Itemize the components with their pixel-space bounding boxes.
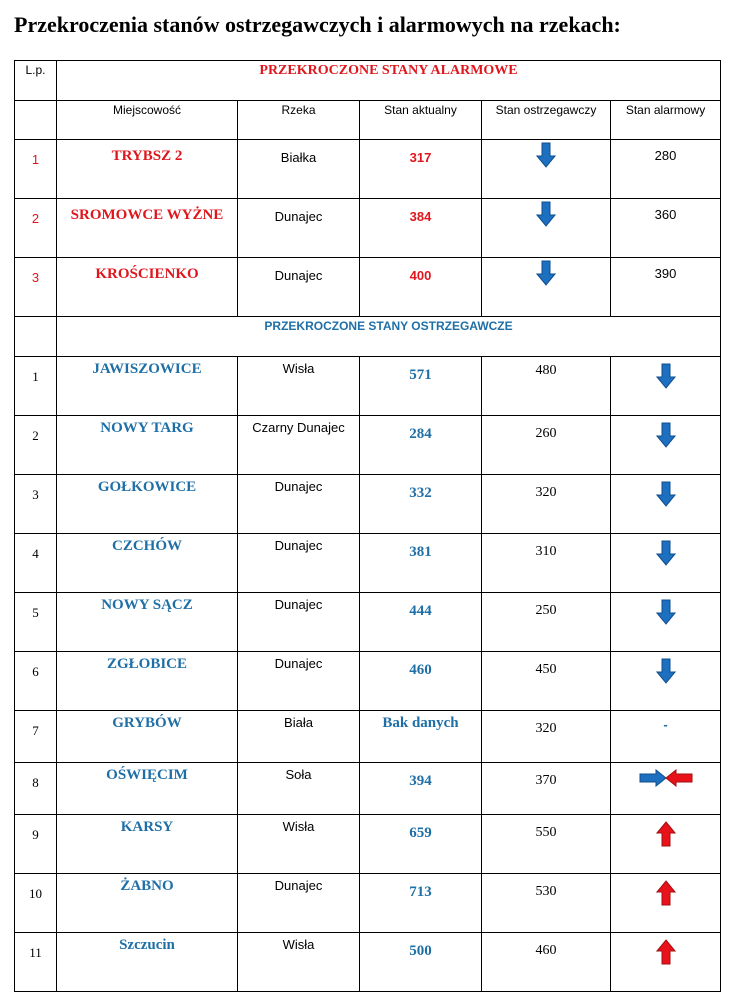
- row-river: Białka: [238, 140, 360, 199]
- row-trend: [611, 874, 721, 933]
- row-lp: 6: [15, 652, 57, 711]
- row-river: Czarny Dunajec: [238, 416, 360, 475]
- warning-row: [15, 763, 721, 815]
- row-lp: 2: [15, 416, 57, 475]
- row-trend: [611, 652, 721, 711]
- row-city: SROMOWCE WYŻNE: [57, 199, 238, 258]
- row-river: Dunajec: [238, 475, 360, 534]
- row-current: 394: [360, 763, 482, 815]
- warning-row: [15, 534, 721, 593]
- row-current: 284: [360, 416, 482, 475]
- row-trend: [611, 357, 721, 416]
- row-warning: 310: [482, 534, 611, 593]
- row-current: 381: [360, 534, 482, 593]
- arrow-down-icon: [656, 363, 676, 389]
- row-current: 713: [360, 874, 482, 933]
- row-city: JAWISZOWICE: [57, 357, 238, 416]
- warning-row: [15, 475, 721, 534]
- row-current: 400: [360, 258, 482, 317]
- row-river: Soła: [238, 763, 360, 815]
- row-warning: 460: [482, 933, 611, 992]
- warning-row: [15, 711, 721, 763]
- row-city: NOWY SĄCZ: [57, 593, 238, 652]
- row-warning: 450: [482, 652, 611, 711]
- alarm-row: [15, 258, 721, 317]
- arrow-down-icon: [536, 142, 556, 168]
- row-current: 444: [360, 593, 482, 652]
- arrow-up-icon: [656, 939, 676, 965]
- warning-section-lp-empty: [15, 317, 57, 357]
- warning-row: [15, 593, 721, 652]
- row-river: Wisła: [238, 815, 360, 874]
- row-city: TRYBSZ 2: [57, 140, 238, 199]
- row-alarm: 280: [611, 140, 721, 199]
- arrow-down-icon: [656, 481, 676, 507]
- row-city: CZCHÓW: [57, 534, 238, 593]
- arrow-up-icon: [656, 821, 676, 847]
- alarm-row: [15, 199, 721, 258]
- row-city: Szczucin: [57, 933, 238, 992]
- row-warning: 550: [482, 815, 611, 874]
- row-trend: -: [611, 711, 721, 763]
- row-warning: 480: [482, 357, 611, 416]
- river-levels-table: [14, 60, 721, 992]
- row-trend: [611, 534, 721, 593]
- row-trend: [611, 933, 721, 992]
- warning-section-title-row: [15, 317, 721, 357]
- row-lp: 4: [15, 534, 57, 593]
- row-warning: 370: [482, 763, 611, 815]
- row-trend: [611, 815, 721, 874]
- row-current: 571: [360, 357, 482, 416]
- row-city: GRYBÓW: [57, 711, 238, 763]
- warning-row: [15, 652, 721, 711]
- row-lp: 2: [15, 199, 57, 258]
- alarm-section-title-row: [15, 61, 721, 101]
- header-warning: Stan ostrzegawczy: [482, 101, 611, 140]
- lp-header-empty: [15, 101, 57, 140]
- row-trend: [482, 199, 611, 258]
- row-warning: 320: [482, 711, 611, 763]
- header-river: Rzeka: [238, 101, 360, 140]
- row-city: KARSY: [57, 815, 238, 874]
- row-city: NOWY TARG: [57, 416, 238, 475]
- warning-row: [15, 357, 721, 416]
- row-current: 659: [360, 815, 482, 874]
- row-current: Bak danych: [360, 711, 482, 763]
- row-lp: 5: [15, 593, 57, 652]
- row-lp: 7: [15, 711, 57, 763]
- row-alarm: 360: [611, 199, 721, 258]
- row-warning: 260: [482, 416, 611, 475]
- row-current: 460: [360, 652, 482, 711]
- row-lp: 8: [15, 763, 57, 815]
- row-city: ŻABNO: [57, 874, 238, 933]
- page-title: Przekroczenia stanów ostrzegawczych i alarmowych na rzekach:: [14, 12, 621, 37]
- row-lp: 3: [15, 475, 57, 534]
- arrow-down-icon: [656, 599, 676, 625]
- row-river: Wisła: [238, 357, 360, 416]
- row-trend: [611, 593, 721, 652]
- row-current: 317: [360, 140, 482, 199]
- warning-row: [15, 933, 721, 992]
- alarm-section-title: PRZEKROCZONE STANY ALARMOWE: [57, 61, 721, 101]
- row-river: Dunajec: [238, 534, 360, 593]
- arrow-down-icon: [536, 201, 556, 227]
- row-trend: [611, 475, 721, 534]
- row-current: 500: [360, 933, 482, 992]
- row-lp: 10: [15, 874, 57, 933]
- row-city: GOŁKOWICE: [57, 475, 238, 534]
- column-header-row: [15, 101, 721, 140]
- warning-row: [15, 815, 721, 874]
- row-lp: 9: [15, 815, 57, 874]
- warning-row: [15, 874, 721, 933]
- row-river: Dunajec: [238, 874, 360, 933]
- row-city: ZGŁOBICE: [57, 652, 238, 711]
- row-trend: [482, 140, 611, 199]
- row-trend: [611, 416, 721, 475]
- arrow-down-icon: [536, 260, 556, 286]
- alarm-row: [15, 140, 721, 199]
- row-lp: 11: [15, 933, 57, 992]
- row-alarm: 390: [611, 258, 721, 317]
- row-warning: 250: [482, 593, 611, 652]
- row-river: Dunajec: [238, 652, 360, 711]
- row-lp: 3: [15, 258, 57, 317]
- warning-section-title: PRZEKROCZONE STANY OSTRZEGAWCZE: [57, 317, 721, 357]
- warning-row: [15, 416, 721, 475]
- arrows-steady-icon: [639, 769, 693, 787]
- header-alarm: Stan alarmowy: [611, 101, 721, 140]
- row-river: Biała: [238, 711, 360, 763]
- arrow-up-icon: [656, 880, 676, 906]
- header-city: Miejscowość: [57, 101, 238, 140]
- row-warning: 320: [482, 475, 611, 534]
- row-lp: 1: [15, 357, 57, 416]
- row-current: 384: [360, 199, 482, 258]
- row-trend: [611, 763, 721, 815]
- arrow-down-icon: [656, 658, 676, 684]
- row-river: Dunajec: [238, 199, 360, 258]
- row-river: Wisła: [238, 933, 360, 992]
- header-current: Stan aktualny: [360, 101, 482, 140]
- lp-header: L.p.: [15, 61, 57, 101]
- row-river: Dunajec: [238, 258, 360, 317]
- row-lp: 1: [15, 140, 57, 199]
- row-warning: 530: [482, 874, 611, 933]
- row-river: Dunajec: [238, 593, 360, 652]
- arrow-down-icon: [656, 540, 676, 566]
- row-city: KROŚCIENKO: [57, 258, 238, 317]
- row-trend: [482, 258, 611, 317]
- row-city: OŚWIĘCIM: [57, 763, 238, 815]
- arrow-down-icon: [656, 422, 676, 448]
- row-current: 332: [360, 475, 482, 534]
